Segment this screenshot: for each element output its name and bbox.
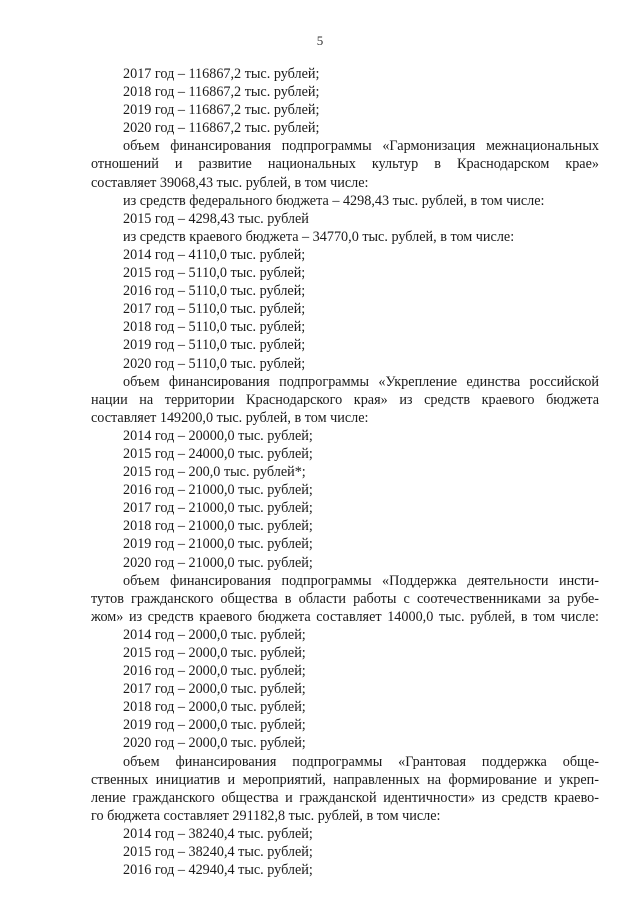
text-line: 2014 год – 38240,4 тыс. рублей;	[123, 825, 313, 842]
text-line: 2020 год – 116867,2 тыс. рублей;	[123, 120, 320, 137]
text-line: нации на территории Краснодарского края» из средств краевого бюджета	[91, 391, 599, 408]
text-line: 2017 год – 21000,0 тыс. рублей;	[123, 500, 313, 517]
text-line: 2014 год – 2000,0 тыс. рублей;	[123, 626, 306, 643]
text-line: 2015 год – 38240,4 тыс. рублей;	[123, 844, 313, 861]
text-line: отношений и развитие национальных культур в Краснодарском крае»	[91, 156, 599, 173]
text-line: 2019 год – 5110,0 тыс. рублей;	[123, 337, 306, 354]
text-line: 2019 год – 2000,0 тыс. рублей;	[123, 717, 306, 734]
text-line: из средств федерального бюджета – 4298,43 тыс. рублей, в том числе:	[123, 192, 545, 209]
text-line: 2020 год – 5110,0 тыс. рублей;	[123, 355, 306, 372]
text-line: 2016 год – 2000,0 тыс. рублей;	[123, 663, 306, 680]
text-line: го бюджета составляет 291182,8 тыс. рублей, в том числе:	[91, 807, 441, 824]
text-line: ственных инициатив и мероприятий, направленных на формирование и укреп-	[91, 771, 599, 788]
text-line: 2017 год – 5110,0 тыс. рублей;	[123, 301, 306, 318]
text-line: ление гражданского общества и гражданской идентичности» из средств краево-	[91, 789, 599, 806]
text-line: 2018 год – 2000,0 тыс. рублей;	[123, 699, 306, 716]
text-line: тутов гражданского общества в области работы с соотечественниками за рубе-	[91, 590, 599, 607]
text-line: 2016 год – 21000,0 тыс. рублей;	[123, 482, 313, 499]
text-line: 2018 год – 21000,0 тыс. рублей;	[123, 518, 313, 535]
text-line: объем финансирования подпрограммы «Гармонизация межнациональных	[123, 138, 599, 155]
text-line: 2015 год – 200,0 тыс. рублей*;	[123, 464, 306, 481]
text-line: 2014 год – 20000,0 тыс. рублей;	[123, 427, 313, 444]
text-line: 2020 год – 21000,0 тыс. рублей;	[123, 554, 313, 571]
text-line: 2019 год – 116867,2 тыс. рублей;	[123, 102, 320, 119]
text-line: 2016 год – 42940,4 тыс. рублей;	[123, 862, 313, 879]
text-line: 2016 год – 5110,0 тыс. рублей;	[123, 283, 306, 300]
text-line: составляет 149200,0 тыс. рублей, в том числе:	[91, 409, 369, 426]
text-line: 2015 год – 4298,43 тыс. рублей	[123, 210, 309, 227]
text-line: 2015 год – 24000,0 тыс. рублей;	[123, 445, 313, 462]
text-line: объем финансирования подпрограммы «Грантовая поддержка обще-	[123, 753, 599, 770]
text-line: жом» из средств краевого бюджета составляет 14000,0 тыс. рублей, в том числе:	[91, 608, 599, 625]
page-number: 5	[316, 33, 324, 48]
text-line: объем финансирования подпрограммы «Поддержка деятельности инсти-	[123, 572, 599, 589]
text-line: 2017 год – 2000,0 тыс. рублей;	[123, 681, 306, 698]
text-line: 2020 год – 2000,0 тыс. рублей;	[123, 735, 306, 752]
text-line: из средств краевого бюджета – 34770,0 тыс. рублей, в том числе:	[123, 228, 515, 245]
text-line: 2015 год – 5110,0 тыс. рублей;	[123, 265, 306, 282]
text-line: 2014 год – 4110,0 тыс. рублей;	[123, 246, 306, 263]
text-line: составляет 39068,43 тыс. рублей, в том числе:	[91, 174, 369, 191]
text-line: 2015 год – 2000,0 тыс. рублей;	[123, 645, 306, 661]
text-line: 2017 год – 116867,2 тыс. рублей;	[123, 66, 320, 82]
document-body	[91, 65, 599, 879]
text-line: 2018 год – 116867,2 тыс. рублей;	[123, 84, 320, 101]
text-line: 2018 год – 5110,0 тыс. рублей;	[123, 319, 306, 336]
text-line: объем финансирования подпрограммы «Укрепление единства российской	[123, 373, 599, 390]
text-line: 2019 год – 21000,0 тыс. рублей;	[123, 536, 313, 553]
